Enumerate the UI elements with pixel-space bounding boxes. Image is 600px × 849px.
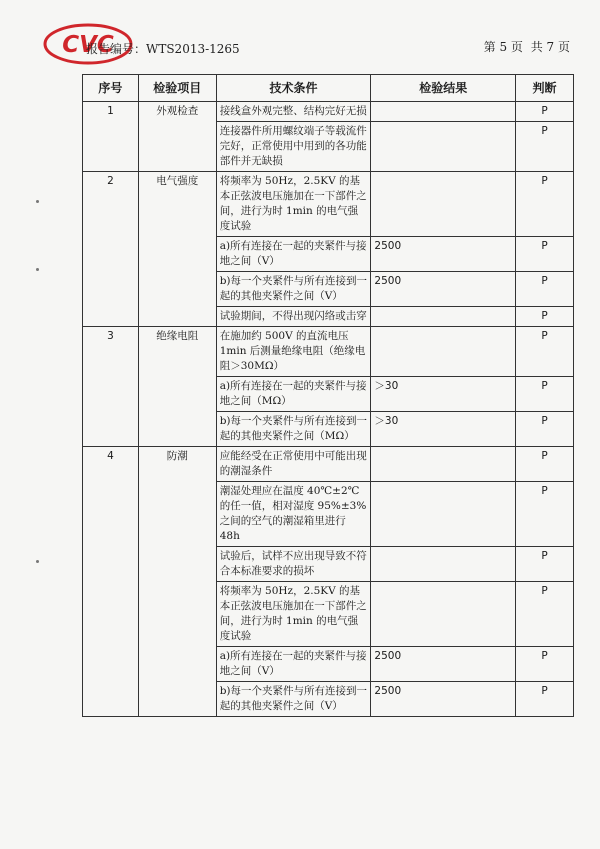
cell-judgement: P <box>516 307 574 327</box>
cell-condition: b)每一个夹紧件与所有连接到一起的其他夹紧件之间（V） <box>216 272 371 307</box>
cell-condition: 接线盒外观完整、结构完好无损 <box>216 102 371 122</box>
table-row <box>83 327 574 377</box>
cell-item: 绝缘电阻 <box>138 327 216 447</box>
cell-condition: a)所有连接在一起的夹紧件与接地之间（MΩ） <box>216 377 371 412</box>
cell-condition: 试验后，试样不应出现导致不符合本标准要求的损坏 <box>216 547 371 582</box>
cell-condition: 潮湿处理应在温度 40℃±2℃的任一值，相对湿度 95%±3%之间的空气的潮湿箱里进行 48h <box>216 482 371 547</box>
cell-result: ＞30 <box>371 412 516 447</box>
cell-judgement: P <box>516 272 574 307</box>
cell-condition: 将频率为 50Hz，2.5KV 的基本正弦波电压施加在一下部件之间，进行为时 1min 的电气强度试验 <box>216 172 371 237</box>
cell-no: 3 <box>83 327 139 447</box>
inspection-table <box>82 74 574 717</box>
cell-condition: 试验期间，不得出现闪络或击穿 <box>216 307 371 327</box>
cell-condition: b)每一个夹紧件与所有连接到一起的其他夹紧件之间（MΩ） <box>216 412 371 447</box>
page-current: 第 5 页 <box>483 40 523 54</box>
header-result: 检验结果 <box>371 75 516 102</box>
cell-judgement: P <box>516 377 574 412</box>
cell-result: ＞30 <box>371 377 516 412</box>
cell-judgement: P <box>516 482 574 547</box>
cell-condition: a)所有连接在一起的夹紧件与接地之间（V） <box>216 647 371 682</box>
header-judgement: 判断 <box>516 75 574 102</box>
cell-judgement: P <box>516 582 574 647</box>
table-row <box>83 102 574 122</box>
table-header-row <box>83 75 574 102</box>
cell-result: 2500 <box>371 647 516 682</box>
cell-condition: 将频率为 50Hz，2.5KV 的基本正弦波电压施加在一下部件之间，进行为时 1min 的电气强度试验 <box>216 582 371 647</box>
cell-result: 2500 <box>371 682 516 717</box>
report-number: 报告编号：WTS2013-1265 <box>86 42 240 56</box>
cell-judgement: P <box>516 647 574 682</box>
cell-judgement: P <box>516 412 574 447</box>
cell-condition: 应能经受在正常使用中可能出现的潮湿条件 <box>216 447 371 482</box>
cell-no: 2 <box>83 172 139 327</box>
cell-item: 电气强度 <box>138 172 216 327</box>
cell-judgement: P <box>516 172 574 237</box>
cell-condition: a)所有连接在一起的夹紧件与接地之间（V） <box>216 237 371 272</box>
cell-result <box>371 307 516 327</box>
table-row <box>83 447 574 482</box>
table-row <box>83 172 574 237</box>
punch-hole <box>36 200 39 203</box>
cell-result <box>371 102 516 122</box>
cell-item: 外观检查 <box>138 102 216 172</box>
header-no: 序号 <box>83 75 139 102</box>
cell-result: 2500 <box>371 237 516 272</box>
cell-condition: 连接器件所用螺纹端子等载流件完好，正常使用中用到的各功能部件并无缺损 <box>216 122 371 172</box>
cell-condition: b)每一个夹紧件与所有连接到一起的其他夹紧件之间（V） <box>216 682 371 717</box>
svg-text:CVC: CVC <box>62 32 114 58</box>
cell-no: 4 <box>83 447 139 717</box>
page-info <box>480 38 570 55</box>
table-body <box>83 102 574 717</box>
header-item: 检验项目 <box>138 75 216 102</box>
cell-judgement: P <box>516 682 574 717</box>
punch-hole <box>36 560 39 563</box>
cell-judgement: P <box>516 547 574 582</box>
cell-judgement: P <box>516 447 574 482</box>
cell-judgement: P <box>516 237 574 272</box>
cell-item: 防潮 <box>138 447 216 717</box>
cell-condition: 在施加约 500V 的直流电压 1min 后测量绝缘电阻（绝缘电阻＞30MΩ） <box>216 327 371 377</box>
cell-result <box>371 327 516 377</box>
punch-hole <box>36 268 39 271</box>
cell-result <box>371 547 516 582</box>
cell-judgement: P <box>516 102 574 122</box>
header-condition: 技术条件 <box>216 75 371 102</box>
cell-judgement: P <box>516 122 574 172</box>
page-total: 共 7 页 <box>530 40 570 54</box>
cell-result <box>371 122 516 172</box>
cell-result <box>371 447 516 482</box>
cell-no: 1 <box>83 102 139 172</box>
cell-result <box>371 582 516 647</box>
cell-result <box>371 172 516 237</box>
cell-result <box>371 482 516 547</box>
cell-result: 2500 <box>371 272 516 307</box>
cell-judgement: P <box>516 327 574 377</box>
